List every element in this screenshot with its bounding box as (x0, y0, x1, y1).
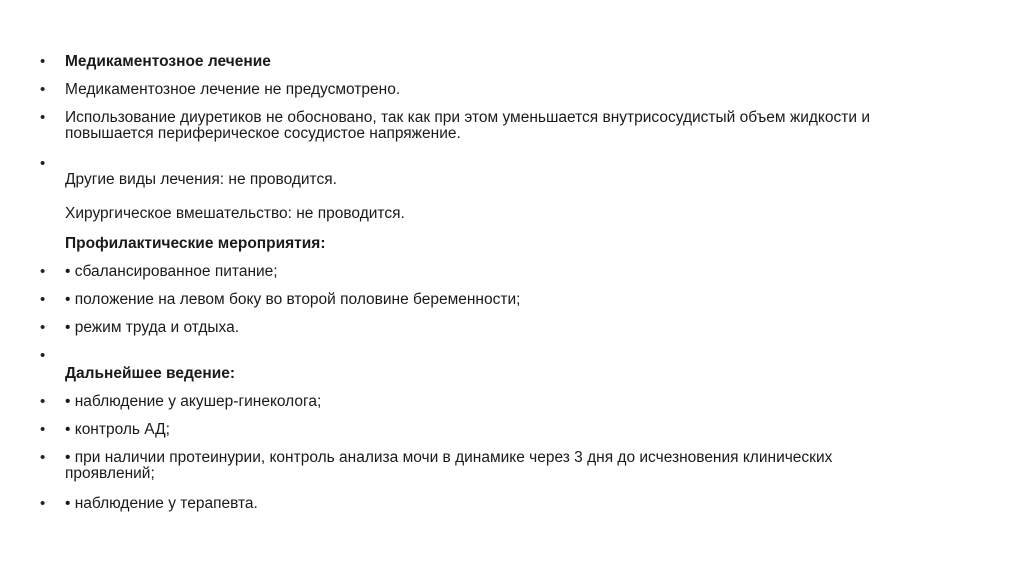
list-item-text: • наблюдение у терапевта. (65, 495, 258, 512)
bullet-icon: • (40, 495, 46, 512)
bullet-icon: • (40, 319, 46, 336)
bullet-icon: • (40, 393, 46, 410)
bullet-icon: • (40, 263, 46, 280)
heading-followup (40, 366, 920, 382)
heading-text: Профилактические мероприятия: (65, 235, 326, 252)
list-item-text: • положение на левом боку во второй половине беременности; (65, 291, 521, 308)
bullet-icon: • (40, 155, 46, 172)
list-item (40, 422, 920, 438)
bullet-icon: • (40, 81, 46, 98)
list-item-empty (40, 156, 920, 172)
bullet-list (40, 54, 920, 524)
list-item (40, 450, 920, 482)
bullet-icon: • (40, 449, 46, 466)
bullet-icon: • (40, 347, 46, 364)
list-item (40, 496, 920, 512)
list-item (40, 264, 920, 280)
other-treatment-text (40, 172, 920, 188)
list-item (40, 110, 920, 142)
list-item-empty (40, 348, 920, 364)
heading-text: Дальнейшее ведение: (65, 365, 236, 382)
list-item-text: • контроль АД; (65, 421, 170, 438)
list-item-text: • сбалансированное питание; (65, 263, 278, 280)
list-item (40, 394, 920, 410)
list-item-text: Использование диуретиков не обосновано, так как при этом уменьшается внутрисосудистый объем жидкости и повышается периферическое сосудистое напряжение. (65, 109, 870, 142)
surgery-text (40, 206, 920, 222)
bullet-icon: • (40, 109, 46, 126)
list-item-text: • при наличии протеинурии, контроль анализа мочи в динамике через 3 дня до исчезновения клинических проявлений; (65, 449, 833, 482)
bullet-icon: • (40, 53, 46, 70)
bullet-icon: • (40, 421, 46, 438)
list-item (40, 54, 920, 70)
list-item-text: • наблюдение у акушер-гинеколога; (65, 393, 322, 410)
paragraph-text: Хирургическое вмешательство: не проводится. (65, 205, 405, 222)
heading-prevention (40, 236, 920, 252)
bullet-icon: • (40, 291, 46, 308)
list-item (40, 292, 920, 308)
list-item (40, 82, 920, 98)
heading-medication: Медикаментозное лечение (65, 53, 271, 70)
list-item-text: Медикаментозное лечение не предусмотрено. (65, 81, 401, 98)
paragraph-text: Другие виды лечения: не проводится. (65, 171, 337, 188)
list-item-text: • режим труда и отдыха. (65, 319, 240, 336)
list-item (40, 320, 920, 336)
